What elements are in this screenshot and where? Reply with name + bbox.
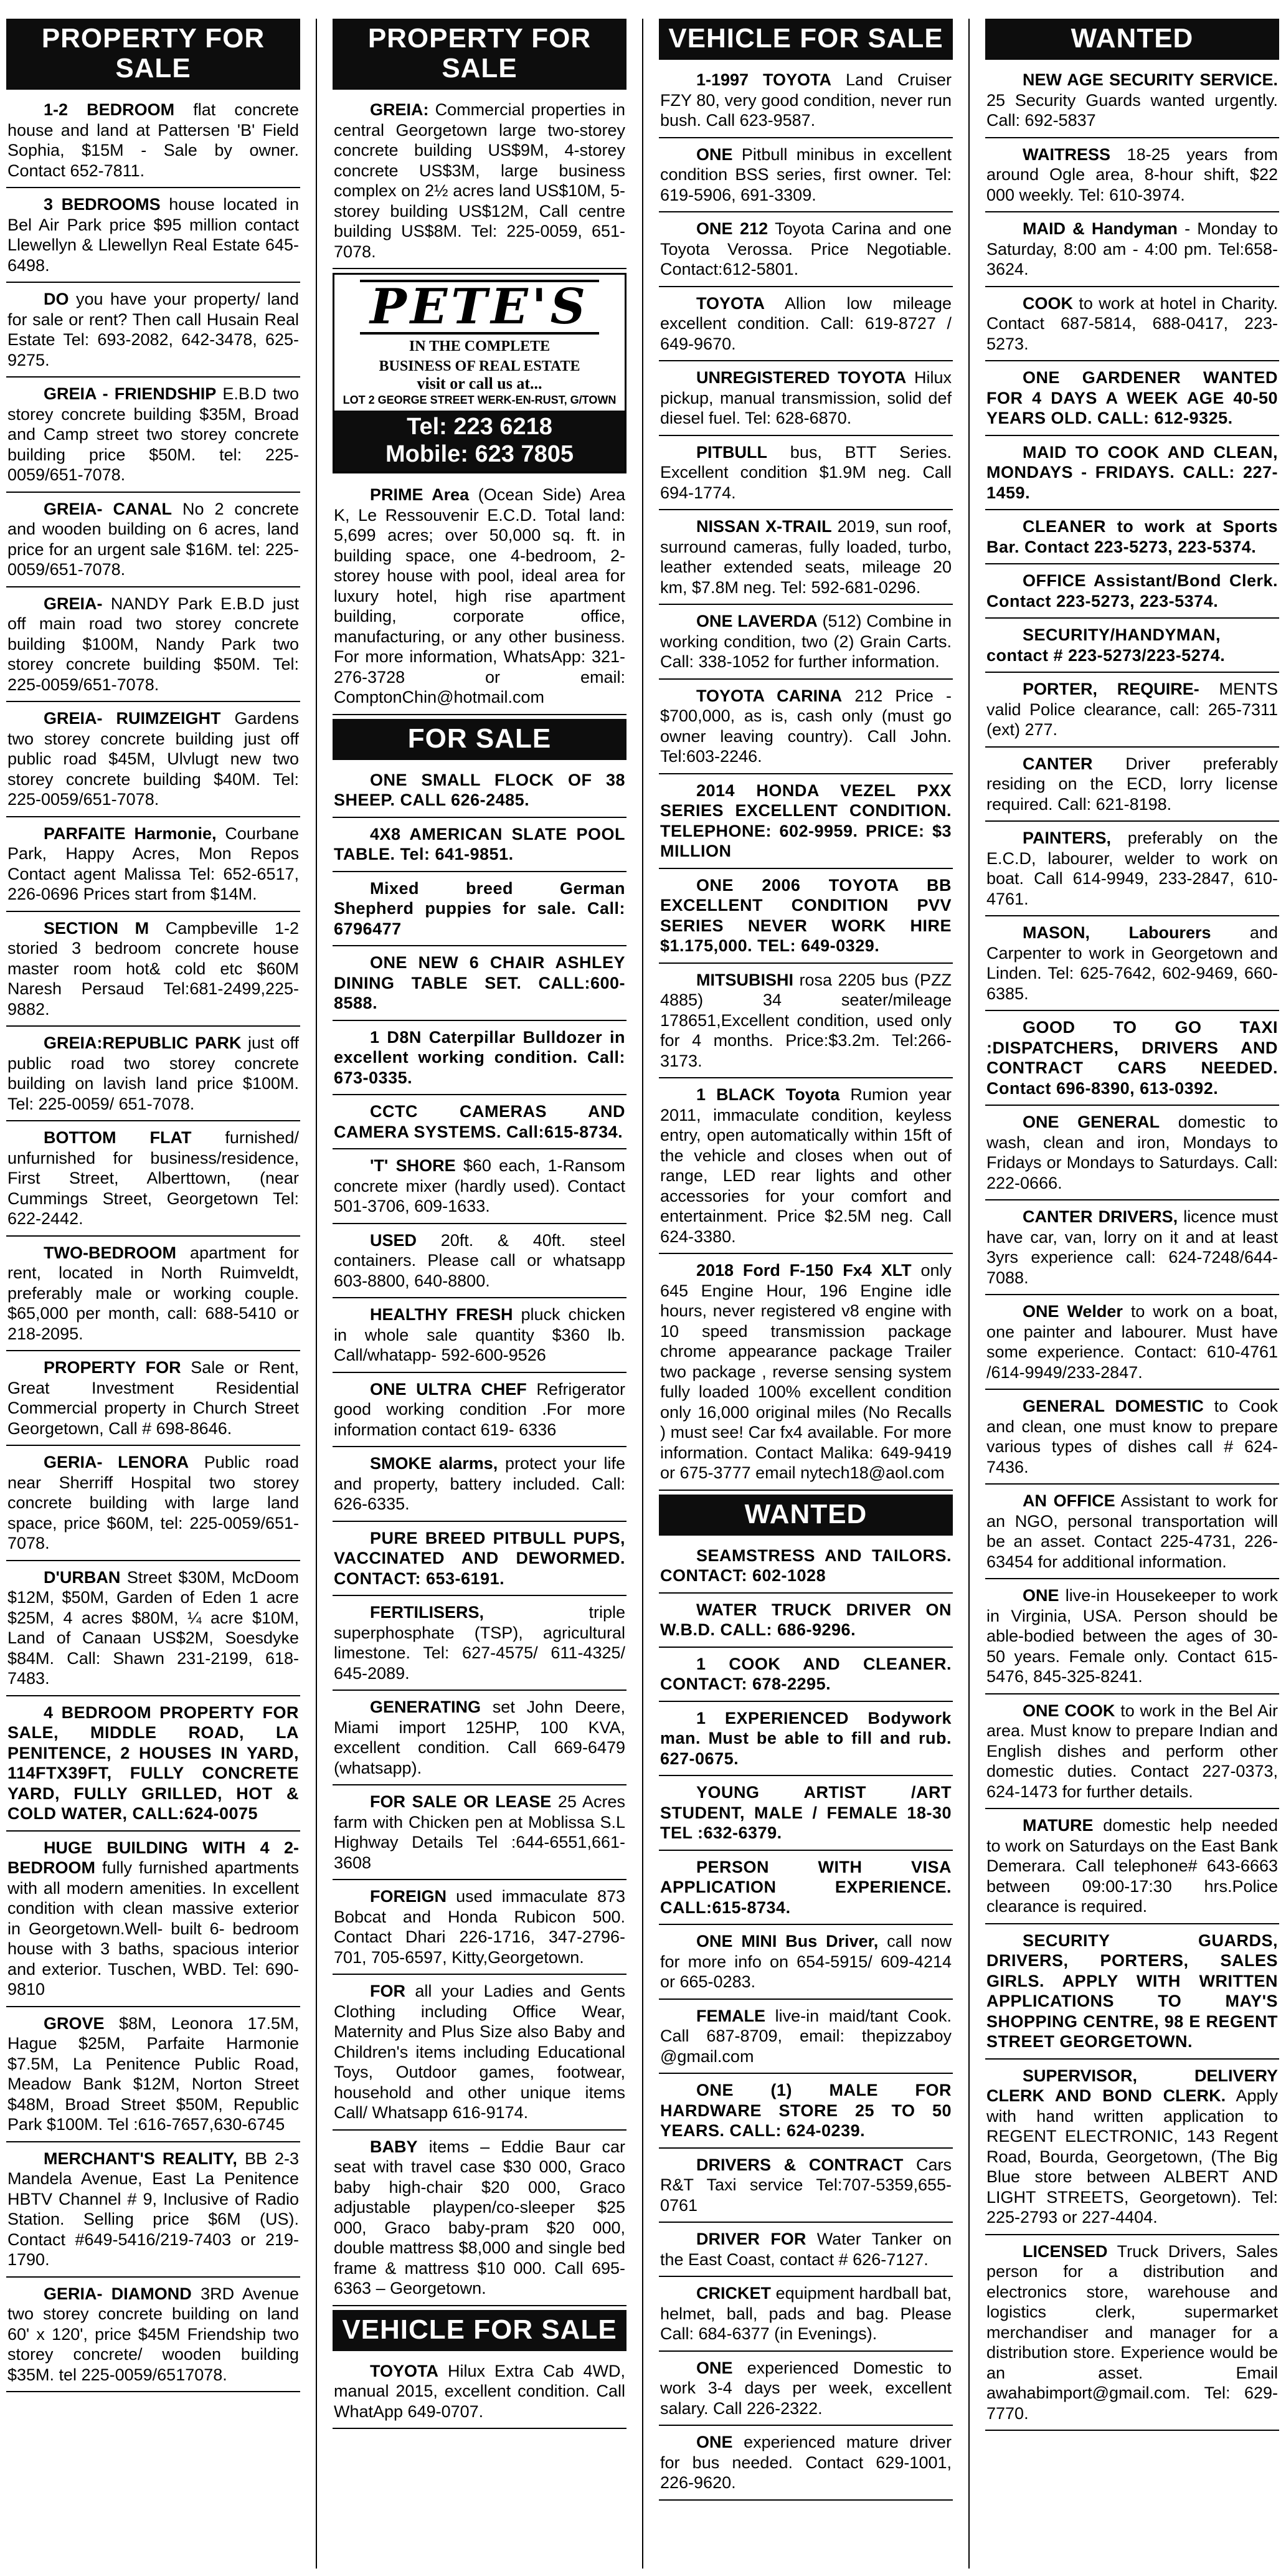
- ad-lead: PORTER, REQUIRE-: [1023, 680, 1199, 698]
- ad-body: experienced Domestic to work 3-4 days per week, excellent salary. Call 226-2322.: [660, 2358, 952, 2418]
- ad-lead: HUGE BUILDING WITH 4 2- BEDROOM: [7, 1838, 299, 1877]
- classified-ad: [985, 514, 1279, 564]
- classified-ad: [6, 1835, 300, 2007]
- classified-ad: [985, 1813, 1279, 1924]
- classified-ad: [333, 1526, 626, 1597]
- section-header: VEHICLE FOR SALE: [659, 19, 953, 60]
- ad-body: to work on a boat, one painter and labourer. Must have some experience. Contact: 610-4761 /614-9949/233-2847.: [986, 1302, 1278, 1382]
- classified-ad: [6, 497, 300, 587]
- ad-body: 18-25 years from around Ogle area, 8-hour shift, $22 000 weekly. Tel: 610-3974.: [986, 145, 1278, 204]
- ad-lead: TOYOTA: [696, 293, 765, 313]
- ad-lead: GREIA - FRIENDSHIP: [44, 384, 217, 403]
- classified-ad: [659, 1082, 953, 1254]
- petes-real-estate-ad: [333, 273, 626, 473]
- ad-body: Allion low mileage excellent condition. Call: 619-8727 / 649-9670.: [660, 293, 952, 353]
- classified-ad: [985, 1488, 1279, 1579]
- ad-lead: 1 D8N Caterpillar Bulldozer in excellent working condition. Call: 673-0335.: [334, 1027, 625, 1087]
- classified-ad: [985, 365, 1279, 436]
- ad-lead: 1 EXPERIENCED Bodywork man. Must be able to fill and rub. 627-0675.: [660, 1708, 952, 1768]
- ad-lead: DO: [44, 290, 69, 308]
- ad-list: [333, 768, 626, 2306]
- classified-ad: [333, 482, 626, 715]
- classified-ad: [659, 1652, 953, 1702]
- ad-body: rosa 2205 bus (PZZ 4885) 34 seater/mileage 178651,Excellent condition, used only for 4 months. Price:$3.2m. Tel:266-3173.: [660, 970, 952, 1070]
- ad-body: apartment for rent, located in North Ruimveldt, preferably male or working couple. $65,000 per month, call: 688-5410 or 218-2095.: [7, 1243, 299, 1343]
- ad-lead: SUPERVISOR, DELIVERY CLERK AND BOND CLERK.: [986, 2066, 1278, 2105]
- classified-ad: [985, 1928, 1279, 2060]
- classified-ad: [985, 1110, 1279, 1200]
- ad-lead: ONE (1) MALE FOR HARDWARE STORE 25 TO 50 YEARS. CALL: 624-0239.: [660, 2081, 952, 2140]
- ad-lead: 4X8 AMERICAN SLATE POOL TABLE. Tel: 641-9851.: [334, 824, 625, 863]
- ad-body: Refrigerator good working condition .For more information contact 619- 6336: [334, 1379, 625, 1439]
- ad-body: 2019, sun roof, surround cameras, fully loaded, turbo, leather extended seats, mileage 20 km, $7.8M neg. Tel: 592-681-0296.: [660, 517, 952, 597]
- classified-ad: [659, 67, 953, 138]
- classified-ad: [6, 2011, 300, 2142]
- ad-body: $8M, Leonora 17.5M, Hague $25M, Parfaite Harmonie $7.5M, La Penitence Public Road, Meadow Bank $12M, Norton Street $48M, Broad Street $50M, Republic Park $100M. Tel :616-7657,630-6745: [7, 2013, 299, 2134]
- classified-ad: [6, 1355, 300, 1446]
- ad-body: NANDY Park E.B.D just off main road two storey concrete building $100M, Nandy Park two storey concrete building $50M. Tel: 225-0059/651-7078.: [7, 594, 299, 694]
- ad-body: 20ft. & 40ft. steel containers. Please call or whatsapp 603-8800, 640-8800.: [334, 1230, 625, 1290]
- ad-lead: ONE 212: [696, 219, 768, 238]
- classified-ad: [6, 1240, 300, 1352]
- ad-body: BB 2-3 Mandela Avenue, East La Penitence HBTV Channel # 9, Inclusive of Radio Station. Selling price $6M (US). Contact #649-5416/219-7403 or 219-1790.: [7, 2149, 299, 2269]
- classified-ad: [333, 876, 626, 947]
- ad-lead: BOTTOM FLAT: [44, 1128, 192, 1147]
- ad-lead: NEW AGE SECURITY SERVICE.: [1023, 70, 1278, 89]
- ad-body: equipment hardball bat, helmet, ball, pads and bag. Please Call: 684-6377 (in Evenings).: [660, 2284, 952, 2343]
- ad-lead: BABY: [370, 2137, 418, 2156]
- ad-lead: FOREIGN: [370, 1887, 447, 1906]
- ad-lead: SECTION M: [44, 918, 149, 938]
- ad-lead: ONE: [1023, 1586, 1059, 1605]
- ad-lead: CANTER DRIVERS,: [1023, 1207, 1178, 1226]
- ad-body: licence must have car, van, lorry on it and at least 3yrs experience call: 624-7248/644-7088.: [986, 1207, 1278, 1287]
- ad-lead: GREIA- CANAL: [44, 499, 172, 518]
- ad-list: [659, 1543, 953, 2501]
- ad-lead: ONE COOK: [1023, 1701, 1115, 1720]
- ad-lead: GROVE: [44, 2013, 105, 2033]
- classified-ad: [6, 821, 300, 912]
- ad-lead: COOK: [1023, 293, 1073, 313]
- ad-body: furnished/ unfurnished for business/residence, First Street, Alberttown, (near Cummings Street, Georgetown Tel: 622-2442.: [7, 1128, 300, 1228]
- ad-lead: ONE GENERAL: [1023, 1113, 1160, 1131]
- ad-lead: GERIA- LENORA: [44, 1453, 189, 1471]
- ad-lead: PERSON WITH VISA APPLICATION EXPERIENCE. CALL:615-8734.: [660, 1857, 952, 1917]
- ad-body: experienced mature driver for bus needed. Contact 629-1001, 226-9620.: [660, 2433, 952, 2492]
- classified-ad: [659, 1855, 953, 1926]
- classified-ad: [333, 1979, 626, 2131]
- ad-lead: ONE GARDENER WANTED FOR 4 DAYS A WEEK AGE 40-50 YEARS OLD. CALL: 612-9325.: [986, 368, 1278, 427]
- ad-lead: PROPERTY FOR: [44, 1358, 181, 1377]
- classified-ad: [985, 2063, 1279, 2235]
- classified-ad: [985, 1204, 1279, 1295]
- classified-ad: [659, 1597, 953, 1648]
- ad-body: Gardens two storey concrete building just off public road $45M, Ulvlugt new two storey concrete building $40M. Tel: 225-0059/651-7078.: [7, 709, 299, 809]
- ad-lead: CLEANER to work at Sports Bar. Contact 223-5273, 223-5374.: [986, 517, 1278, 556]
- ad-body: (512) Combine in working condition, two (2) Grain Carts. Call: 338-1052 for further information.: [660, 612, 952, 671]
- ad-lead: DRIVER FOR: [696, 2230, 806, 2248]
- ad-lead: MITSUBISHI: [696, 970, 794, 989]
- classified-ad: [6, 1030, 300, 1121]
- classified-ad: [659, 2281, 953, 2352]
- ad-lead: 1-1997 TOYOTA: [696, 70, 832, 89]
- classified-ad: [6, 192, 300, 283]
- ad-body: Water Tanker on the East Coast, contact # 626-7127.: [660, 2230, 952, 2269]
- ad-lead: GENERATING: [370, 1698, 481, 1716]
- ad-lead: FOR: [370, 1982, 405, 2000]
- section-header: WANTED: [985, 19, 1279, 60]
- classified-ad: [659, 1543, 953, 1594]
- ad-lead: SECURITY/HANDYMAN, contact # 223-5273/223-5274.: [986, 625, 1226, 665]
- classified-ad: [659, 2430, 953, 2501]
- ad-lead: ONE Welder: [1023, 1302, 1123, 1321]
- ad-body: Apply with hand written application to REGENT ELECTRONIC, 143 Regent Road, Bourda, Georgetown, (The Big Blue store between ALBERT AND LIGHT STREETS, Georgetown). Tel: 225-2793 or 227-4404.: [986, 2086, 1278, 2227]
- ad-lead: GENERAL DOMESTIC: [1023, 1397, 1204, 1415]
- classified-ad: [659, 291, 953, 362]
- ad-body: Hilux Extra Cab 4WD, manual 2015, excellent condition. Call WhatApp 649-0707.: [334, 2361, 625, 2421]
- ad-body: to Cook and clean, one must know to prepare various types of dishes call # 624-7436.: [986, 1397, 1278, 1476]
- classified-ad: [985, 1698, 1279, 1810]
- classified-ad: [985, 142, 1279, 213]
- section-header-wanted: WANTED: [659, 1495, 953, 1536]
- ad-body: bus, BTT Series. Excellent condition $1.9M neg. Call 694-1774.: [660, 442, 952, 502]
- classified-ad: [985, 1583, 1279, 1694]
- classified-ad: [659, 142, 953, 213]
- classified-ad: [6, 591, 300, 703]
- ad-lead: WAITRESS: [1023, 145, 1111, 164]
- ad-lead: FOR SALE OR LEASE: [370, 1792, 552, 1811]
- ad-lead: MERCHANT'S REALITY,: [44, 2149, 237, 2168]
- ad-body: you have your property/ land for sale or rent? Then call Husain Real Estate Tel: 693-2082, 642-3478, 625-9275.: [7, 290, 299, 369]
- ad-lead: TOYOTA: [370, 2361, 439, 2380]
- classified-ad: [6, 706, 300, 817]
- column-divider: [642, 19, 643, 2569]
- ad-lead: GOOD TO GO TAXI :DISPATCHERS, DRIVERS AND CONTRACT CARS NEEDED. Contact 696-8390, 613-0392.: [986, 1018, 1278, 1098]
- classified-ad: [659, 2227, 953, 2277]
- classified-ad: [985, 216, 1279, 287]
- classified-ad: [333, 1302, 626, 1373]
- ad-lead: GERIA- DIAMOND: [44, 2284, 192, 2303]
- ad-body: No 2 concrete and wooden building on 6 acres, land price for an urgent sale $16M. tel: 225-0059/651-7078.: [7, 499, 299, 579]
- classified-ad: [985, 920, 1279, 1011]
- ad-lead: UNREGISTERED TOYOTA: [696, 368, 907, 387]
- classified-ad: [333, 1153, 626, 1224]
- ad-lead: CCTC CAMERAS AND CAMERA SYSTEMS. Call:615-8734.: [334, 1102, 625, 1141]
- ad-body: house located in Bel Air Park price $95 million contact Llewellyn & Llewellyn Real Estate 645-6498.: [7, 195, 299, 275]
- ad-body: Sale or Rent, Great Investment Residential Commercial property in Church Street Georgetown, Call # 698-8646.: [7, 1358, 299, 1438]
- ad-lead: TWO-BEDROOM: [44, 1243, 176, 1262]
- pete-visit: visit or call us at...: [417, 374, 542, 392]
- classified-ad: [333, 1451, 626, 1522]
- ad-lead: 1 BLACK Toyota: [696, 1085, 840, 1104]
- ad-body: items – Eddie Baur car seat with travel case $30 000, Graco baby high-chair $20 000, Graco adjustable playpen/co-sleeper $25 000, Graco baby-pram $20 000, double mattress $8,000 and single bed frame & mattress $10 000. Call 695-6363 – Georgetown.: [334, 2137, 625, 2298]
- classified-ad: [333, 2134, 626, 2306]
- ad-body: pluck chicken in whole sale quantity $360 lb. Call/whatapp- 592-600-9526: [334, 1305, 625, 1364]
- classified-ad: [6, 287, 300, 378]
- ad-body: just off public road two storey concrete building on lavish land price $100M. Tel: 225-0059/ 651-7078.: [7, 1034, 299, 1113]
- ad-body: used immaculate 873 Bobcat and Honda Rubicon 500. Contact Dhari 226-1716, 347-2796-701, 705-6597, Kitty,Georgetown.: [334, 1887, 625, 1967]
- classified-ad: [985, 1015, 1279, 1106]
- classified-ad: [985, 1299, 1279, 1390]
- ad-lead: 4 BEDROOM PROPERTY FOR SALE, MIDDLE ROAD, LA PENITENCE, 2 HOUSES IN YARD, 114FTX39FT, FULLY CONCRETE YARD, FULLY GRILLED, HOT & COLD WATER, CALL:624-0075: [7, 1703, 299, 1823]
- ad-lead: SEAMSTRESS AND TAILORS. CONTACT: 602-1028: [660, 1546, 952, 1585]
- ad-lead: GREIA-: [44, 594, 103, 613]
- ad-lead: WATER TRUCK DRIVER ON W.B.D. CALL: 686-9296.: [660, 1600, 952, 1639]
- classified-ad: [333, 2359, 626, 2430]
- classified-ad: [659, 2152, 953, 2223]
- ad-lead: 'T' SHORE: [370, 1156, 456, 1175]
- classified-ad: [6, 381, 300, 493]
- pete-tagline-2: BUSINESS OF REAL ESTATE: [379, 358, 580, 374]
- ad-body: Land Cruiser FZY 80, very good condition, never run bush. Call 623-9587.: [660, 70, 952, 130]
- column-vehicle-for-sale: [659, 19, 953, 2569]
- ad-lead: 2018 Ford F-150 Fx4 XLT: [696, 1261, 912, 1280]
- ad-lead: GREIA- RUIMZEIGHT: [44, 709, 221, 728]
- ad-lead: PARFAITE Harmonie,: [44, 824, 217, 843]
- ad-lead: MATURE: [1023, 1816, 1094, 1835]
- ad-lead: ONE: [696, 2433, 733, 2451]
- classified-ad: [985, 2239, 1279, 2431]
- ad-lead: 1-2 BEDROOM: [44, 100, 175, 119]
- ad-lead: CANTER: [1023, 754, 1093, 773]
- ad-lead: CRICKET: [696, 2284, 771, 2303]
- ad-body: protect your life and property, battery included. Call: 626-6335.: [334, 1454, 626, 1513]
- ad-body: Assistant to work for an NGO, personal transportation will be an asset. Contact 225-4731, 226-63454 for additional information.: [986, 1491, 1278, 1571]
- ad-body: Commercial properties in central Georgetown large two-storey concrete building US$9M, 4-storey concrete US$3M, large business complex on 2½ acres land US$10M, 5-storey building US$12M, Call centre building US$8M. Tel: 225-0059, 651-7078.: [334, 100, 625, 261]
- ad-body: domestic help needed to work on Saturdays on the East Bank Demerara. Call telephone# 643-6663 between 09:00-17:30 hrs.Police clearance is required.: [986, 1816, 1278, 1916]
- section-header-for-sale: FOR SALE: [333, 719, 626, 760]
- ad-lead: PRIME Area: [370, 485, 470, 504]
- classified-ad: [333, 1789, 626, 1880]
- classified-ad: [659, 2355, 953, 2426]
- column-divider: [316, 19, 317, 2569]
- classified-ad: [985, 825, 1279, 916]
- ad-lead: 3 BEDROOMS: [44, 195, 161, 214]
- pete-address: LOT 2 GEORGE STREET WERK-EN-RUST, G/TOWN: [343, 394, 617, 406]
- ad-lead: NISSAN X-TRAIL: [696, 517, 832, 536]
- ad-lead: PAINTERS,: [1023, 829, 1112, 847]
- classified-ad: [659, 1929, 953, 2000]
- ad-list: [985, 67, 1279, 2431]
- ad-lead: ONE MINI Bus Driver,: [696, 1932, 879, 1951]
- ad-body: triple superphosphate (TSP), agricultural limestone. Tel: 627-4575/ 611-4325/ 645-2089.: [334, 1603, 625, 1683]
- ad-lead: AN OFFICE: [1023, 1491, 1115, 1510]
- ad-body: only 645 Engine Hour, 196 Engine idle hours, never registered v8 engine with 10 speed transmission package chrome appearance package Trailer two package , reverse sensing system fully loaded 100% excellent condition only 16,000 original miles (No Recalls ) must see! Car fx4 available. For more information. Contact Malika: 649-9419 or 675-3777 email nytech18@aol.com: [660, 1261, 952, 1482]
- classified-ad: [659, 2078, 953, 2149]
- classified-ad: [985, 622, 1279, 673]
- classified-ad: [659, 1258, 953, 1491]
- ad-body: 212 Price - $700,000, as is, cash only (must go owner leaving country). Call John. Tel:603-2246.: [660, 686, 952, 766]
- classified-ad: [659, 1780, 953, 1851]
- pete-tagline: IN THE COMPLETE: [409, 338, 551, 354]
- ad-lead: GREIA:REPUBLIC PARK: [44, 1034, 242, 1052]
- ad-body: to work in the Bel Air area. Must know to prepare Indian and English dishes and perform other domestic duties. Contact 227-0373, 624-1473 for further details.: [986, 1701, 1278, 1801]
- ad-body: live-in maid/tant Cook. Call 687-8709, email: thepizzaboy @gmail.com: [660, 2006, 952, 2066]
- ad-body: domestic to wash, clean and iron, Mondays to Fridays or Mondays to Saturdays. Call: 222-0666.: [986, 1113, 1278, 1192]
- ad-lead: USED: [370, 1230, 417, 1250]
- classified-ad: [659, 967, 953, 1079]
- ad-body: Driver preferably residing on the ECD, lorry license required. Call: 621-8198.: [986, 754, 1278, 814]
- ad-lead: ONE LAVERDA: [696, 612, 818, 630]
- column-wanted: [985, 19, 1279, 2569]
- classified-ad: [333, 97, 626, 269]
- column-property-for-sale: [6, 19, 300, 2569]
- ad-body: 25 Acres farm with Chicken pen at Moblissa S.L Highway Details Tel :644-6551,661-3608: [334, 1792, 626, 1872]
- classified-ad: [659, 683, 953, 774]
- classified-ad: [6, 97, 300, 188]
- classified-ad: [6, 1700, 300, 1832]
- ad-lead: ONE: [696, 145, 733, 164]
- ad-body: Street $30M, McDoom $12M, $50M, Garden of Eden 1 acre $25M, 4 acres $80M, ¼ acre $10M, Land of Canaan US$2M, Soesdyke $84M. Call: Shawn 231-2199, 618-7483.: [7, 1567, 299, 1688]
- ad-lead: 2014 HONDA VEZEL PXX SERIES EXCELLENT CONDITION. TELEPHONE: 602-9959. PRICE: $3 MILLION: [660, 781, 952, 860]
- classified-ad: [659, 216, 953, 287]
- ad-lead: ONE ULTRA CHEF: [370, 1379, 527, 1399]
- ad-body: live-in Housekeeper to work in Virginia, USA. Person should be able-bodied between the ages of 30-50 years. Female only. Contact 615-5476, 845-325-8241.: [986, 1586, 1278, 1686]
- ad-body: to work at hotel in Charity. Contact 687-5814, 688-0417, 223-5273.: [986, 293, 1278, 353]
- ad-body: Hilux pickup, manual transmission, solid def diesel fuel. Tel: 628-6870.: [660, 368, 952, 427]
- ad-body: fully furnished apartments with all modern amenities. In excellent condition with clean massive exterior in Georgetown.Well- built 6- bedroom house with 3 baths, spacious interior and exterior. Tuschen, WBD. Tel: 690-9810: [7, 1858, 299, 1999]
- ad-lead: SECURITY GUARDS, DRIVERS, PORTERS, SALES GIRLS. APPLY WITH WRITTEN APPLICATIONS TO MAY'S SHOPPING CENTRE, 98 E REGENT STREET GEORGETOWN.: [986, 1931, 1278, 2051]
- ad-body: (Ocean Side) Area K, Le Ressouvenir E.C.D. Total land: 5,699 acres; over 50,000 sq. ft. in building space, one 4-bedroom, 2-storey house with pool, ideal area for luxury hotel, high rise apartment building, corporate office, manufacturing, or any other business. For more information, WhatsApp: 321-276-3728 or email: ComptonChin@hotmail.com: [334, 485, 626, 706]
- classified-ad: [333, 1377, 626, 1448]
- ad-lead: YOUNG ARTIST /ART STUDENT, MALE / FEMALE 18-30 TEL :632-6379.: [660, 1783, 952, 1842]
- ad-lead: ONE SMALL FLOCK OF 38 SHEEP. CALL 626-2485.: [334, 770, 625, 809]
- ad-body: and Carpenter to work in Georgetown and Linden. Tel: 625-7642, 602-9469, 660-6385.: [986, 923, 1278, 1003]
- classified-ad: [985, 440, 1279, 511]
- classified-ad: [985, 751, 1279, 822]
- ad-body: preferably on the E.C.D, labourer, welder to work on boat. Call 614-9949, 233-2847, 610-4761.: [986, 829, 1278, 908]
- ad-lead: 1 COOK AND CLEANER. CONTACT: 678-2295.: [660, 1654, 952, 1693]
- ad-body: 25 Security Guards wanted urgently. Call: 692-5837: [986, 90, 1278, 130]
- ad-body: MENTS valid Police clearance, call: 265-7311 (ext) 277.: [986, 680, 1278, 739]
- ad-body: - Monday to Saturday, 8:00 am - 4:00 pm. Tel:658-3624.: [986, 219, 1278, 278]
- classified-ad: [659, 365, 953, 436]
- ad-body: Public road near Sherriff Hospital two storey concrete building with large land space, price $60M, tel: 225-0059/651-7078.: [7, 1453, 299, 1552]
- section-header-vehicle: VEHICLE FOR SALE: [333, 2310, 626, 2351]
- ad-body: E.B.D two storey concrete building $35M, Broad and Camp street two storey concrete building price $50M. tel: 225-0059/651-7078.: [7, 384, 299, 484]
- ad-lead: GREIA:: [370, 100, 429, 119]
- ad-body: call now for more info on 654-5915/ 609-4214 or 665-0283.: [660, 1932, 952, 1991]
- ad-body: flat concrete house and land at Pattersen 'B' Field Sophia, $15M - Sale by owner. Contact 652-7811.: [7, 100, 299, 180]
- classified-ad: [6, 916, 300, 1027]
- ad-lead: MASON, Labourers: [1023, 923, 1211, 942]
- ad-body: Truck Drivers, Sales person for a distribution and electronics store, warehouse and logistics clerk, supermarket merchandiser and manager for a distribution store. Experience would be an asset. Email awahabimport@gmail.com. Tel: 629-7770.: [986, 2241, 1278, 2423]
- ad-list: [333, 2359, 626, 2430]
- classified-ad: [659, 2003, 953, 2075]
- ad-lead: LICENSED: [1023, 2241, 1108, 2261]
- ad-body: Toyota Carina and one Toyota Verossa. Price Negotiable. Contact:612-5801.: [660, 219, 952, 278]
- classified-ad: [985, 677, 1279, 748]
- ad-list: [6, 97, 300, 2392]
- ad-lead: ONE: [696, 2358, 733, 2377]
- classified-ad: [333, 1600, 626, 1691]
- classified-ad: [659, 778, 953, 869]
- classified-ad: [659, 609, 953, 680]
- ad-lead: PURE BREED PITBULL PUPS, VACCINATED AND DEWORMED. CONTACT: 653-6191.: [334, 1528, 625, 1588]
- classified-ad: [659, 873, 953, 964]
- ad-list: [333, 482, 626, 715]
- ad-lead: HEALTHY FRESH: [370, 1305, 513, 1324]
- section-header: PROPERTY FOR SALE: [6, 19, 300, 90]
- ad-body: set John Deere, Miami import 125HP, 100 KVA, excellent condition. Call 669-6479 (whatsapp).: [334, 1698, 625, 1777]
- classified-ad: [985, 67, 1279, 138]
- ad-lead: FEMALE: [696, 2006, 765, 2025]
- classified-ad: [6, 2281, 300, 2393]
- classified-ad: [6, 2146, 300, 2278]
- classified-ad: [333, 822, 626, 872]
- classified-ad: [6, 1450, 300, 1561]
- ad-body: Rumion year 2011, immaculate condition, keyless entry, open automatically within 15ft of the vehicle and closes when out of range, LED rear lights and other accessories for your comfort and entertainment. Price $2.5M neg. Call 624-3380.: [660, 1085, 952, 1246]
- ad-lead: MAID TO COOK AND CLEAN, MONDAYS - FRIDAYS. CALL: 227-1459.: [986, 442, 1278, 502]
- classified-ad: [333, 1884, 626, 1975]
- classified-ad: [333, 1025, 626, 1096]
- classified-ad: [333, 1228, 626, 1299]
- classified-ad: [659, 1706, 953, 1777]
- ad-body: Cars R&T Taxi service Tel:707-5359,655-0761: [660, 2155, 952, 2215]
- classified-ad: [659, 514, 953, 605]
- classified-ad: [659, 440, 953, 511]
- ad-list: [333, 97, 626, 269]
- ad-body: Pitbull minibus in excellent condition BSS series, first owner. Tel: 619-5906, 691-3309.: [660, 145, 952, 204]
- ad-body: 3RD Avenue two storey concrete building on land 60' x 120', price $45M Friendship two storey concrete/ wooden building $35M. tel 225-0059/6517078.: [7, 2284, 299, 2384]
- ad-lead: D'URBAN: [44, 1567, 121, 1587]
- ad-body: all your Ladies and Gents Clothing including Office Wear, Maternity and Plus Size also Baby and Children's items including Educational Toys, Outdoor games, footwear, household and other unique items Call/ Whatsapp 616-9174.: [334, 1982, 625, 2122]
- classified-ad: [985, 568, 1279, 619]
- ad-lead: ONE NEW 6 CHAIR ASHLEY DINING TABLE SET. CALL:600-8588.: [334, 953, 625, 1012]
- classified-ad: [985, 291, 1279, 362]
- ad-lead: OFFICE Assistant/Bond Clerk. Contact 223-5273, 223-5374.: [986, 571, 1278, 611]
- ad-lead: DRIVERS & CONTRACT: [696, 2155, 904, 2174]
- ad-lead: ONE 2006 TOYOTA BB EXCELLENT CONDITION PVV SERIES NEVER WORK HIRE $1.175,000. TEL: 649-0329.: [660, 875, 952, 955]
- pete-tel: Tel: 223 6218: [407, 414, 552, 440]
- column-divider: [968, 19, 970, 2569]
- classified-ad: [333, 950, 626, 1021]
- ad-lead: MAID & Handyman: [1023, 219, 1178, 238]
- ad-body: Courbane Park, Happy Acres, Mon Repos Contact agent Malissa Tel: 652-6517, 226-0696 Prices start from $14M.: [7, 824, 300, 903]
- petes-logo: PETE'S: [360, 280, 599, 335]
- ad-body: $60 each, 1-Ransom concrete mixer (hardly used). Contact 501-3706, 609-1633.: [334, 1156, 625, 1215]
- classified-ad: [333, 768, 626, 818]
- ad-lead: TOYOTA CARINA: [696, 686, 843, 705]
- column-property-for-sale-2: [333, 19, 626, 2569]
- classified-ad: [333, 1694, 626, 1785]
- classified-ad: [6, 1565, 300, 1696]
- classified-ad: [333, 1099, 626, 1149]
- classified-ad: [6, 1125, 300, 1237]
- ad-lead: FERTILISERS,: [370, 1603, 485, 1622]
- classified-ad: [985, 1394, 1279, 1485]
- pete-contact: [334, 411, 625, 472]
- ad-lead: SMOKE alarms,: [370, 1454, 498, 1473]
- ad-list: [659, 67, 953, 1491]
- pete-mobile: Mobile: 623 7805: [385, 441, 574, 467]
- ad-lead: Mixed breed German Shepherd puppies for sale. Call: 6796477: [334, 878, 625, 938]
- section-header: PROPERTY FOR SALE: [333, 19, 626, 90]
- ad-lead: PITBULL: [696, 442, 767, 462]
- ad-body: Campbeville 1-2 storied 3 bedroom concrete house master room hot& cold etc $60M Naresh Persaud Tel:681-2499,225-9882.: [7, 918, 299, 1019]
